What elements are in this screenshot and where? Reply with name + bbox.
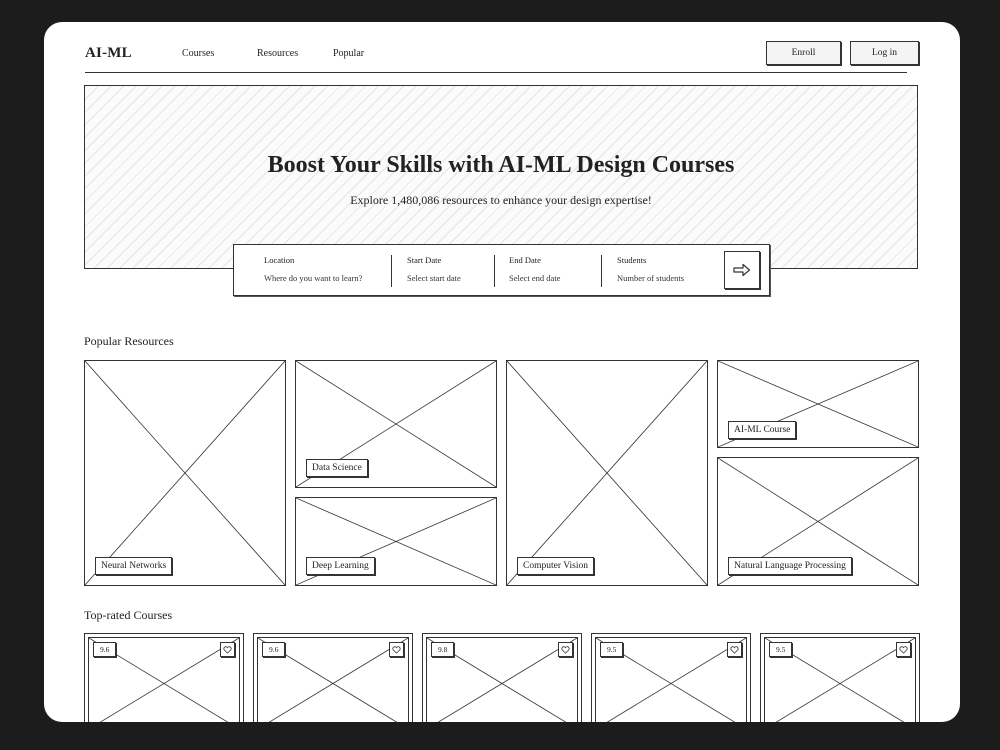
resource-tag: Neural Networks (95, 557, 172, 575)
course-card[interactable] (253, 633, 413, 722)
hero-banner (84, 85, 918, 269)
students-placeholder: Number of students (617, 273, 685, 283)
hero-title: Boost Your Skills with AI-ML Design Courses (267, 152, 735, 178)
end-date-field[interactable] (509, 255, 560, 283)
end-date-placeholder: Select end date (509, 273, 561, 283)
course-card[interactable] (591, 633, 751, 722)
nav-divider (85, 72, 907, 73)
image-placeholder (85, 361, 285, 585)
resource-tile-data-science[interactable] (295, 360, 497, 488)
location-label: Location (264, 255, 295, 265)
course-card[interactable] (760, 633, 920, 722)
heart-icon[interactable] (558, 642, 573, 657)
page-card (44, 22, 960, 722)
logo[interactable]: AI-ML (85, 45, 132, 61)
resource-tag: AI-ML Course (728, 421, 796, 439)
course-card[interactable] (84, 633, 244, 722)
rating-badge: 9.8 (431, 642, 454, 657)
start-date-label: Start Date (407, 255, 442, 265)
students-label: Students (617, 255, 647, 265)
start-date-field[interactable] (407, 255, 461, 283)
image-placeholder (507, 361, 707, 585)
resource-tile-computer-vision[interactable] (506, 360, 708, 586)
hero-subtitle: Explore 1,480,086 resources to enhance your design expertise! (350, 193, 652, 207)
end-date-label: End Date (509, 255, 541, 265)
heart-icon[interactable] (896, 642, 911, 657)
resource-tag: Natural Language Processing (728, 557, 852, 575)
resource-tile-nlp[interactable] (717, 457, 919, 586)
rating-badge: 9.5 (600, 642, 623, 657)
resource-tile-neural-networks[interactable] (84, 360, 286, 586)
field-divider (494, 255, 495, 287)
start-date-placeholder: Select start date (407, 273, 461, 283)
enroll-button[interactable]: Enroll (766, 41, 841, 65)
resource-tag: Computer Vision (517, 557, 594, 575)
rating-badge: 9.5 (769, 642, 792, 657)
resource-tag: Data Science (306, 459, 368, 477)
nav-link-popular[interactable]: Popular (333, 48, 365, 59)
arrow-right-icon (733, 263, 751, 277)
course-card[interactable] (422, 633, 582, 722)
heart-icon[interactable] (220, 642, 235, 657)
resource-tile-deep-learning[interactable] (295, 497, 497, 586)
search-bar (233, 244, 770, 296)
location-field[interactable] (264, 255, 362, 283)
nav-link-resources[interactable]: Resources (257, 48, 299, 59)
field-divider (601, 255, 602, 287)
rating-badge: 9.6 (93, 642, 116, 657)
nav-link-courses[interactable]: Courses (182, 48, 215, 59)
location-placeholder: Where do you want to learn? (264, 273, 363, 283)
search-submit-button[interactable] (724, 251, 760, 289)
login-button[interactable]: Log in (850, 41, 919, 65)
rating-badge: 9.6 (262, 642, 285, 657)
students-field[interactable] (617, 255, 684, 283)
top-rated-courses-title: Top-rated Courses (84, 608, 173, 622)
field-divider (391, 255, 392, 287)
heart-icon[interactable] (727, 642, 742, 657)
heart-icon[interactable] (389, 642, 404, 657)
popular-resources-title: Popular Resources (84, 334, 174, 348)
resource-tag: Deep Learning (306, 557, 375, 575)
resource-tile-ai-ml-course[interactable] (717, 360, 919, 448)
